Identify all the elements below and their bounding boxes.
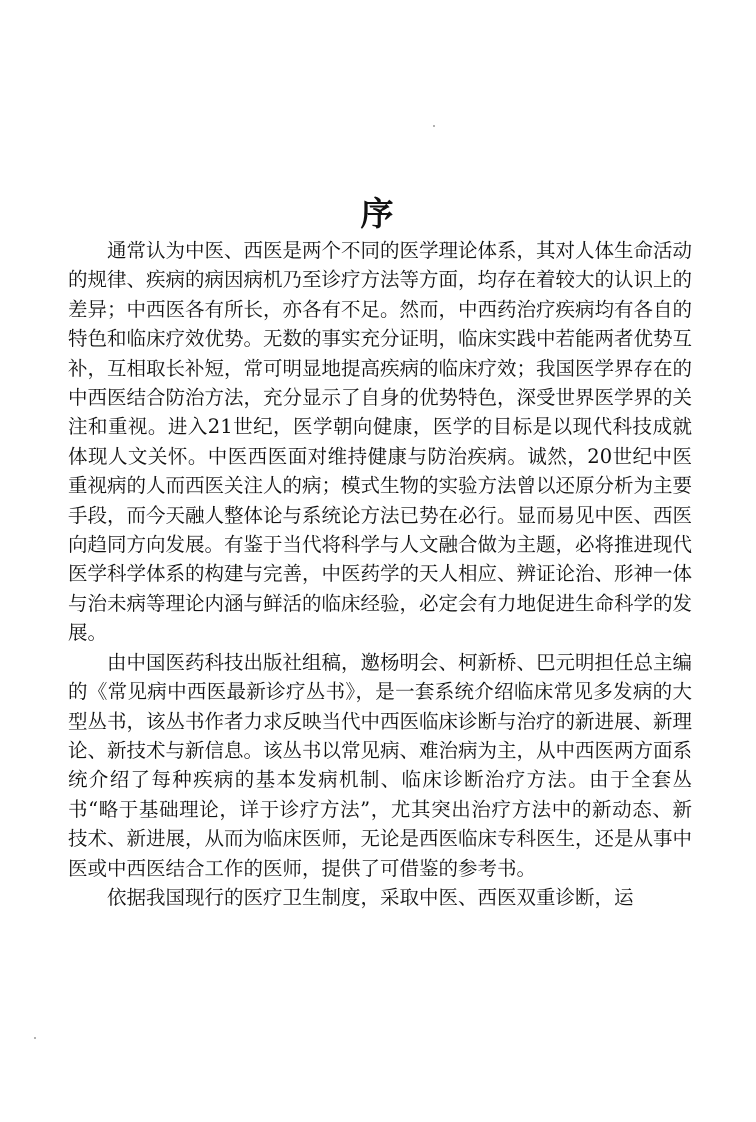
body-text	[68, 236, 692, 912]
paragraph: 依据我国现行的医疗卫生制度，采取中医、西医双重诊断，运	[107, 885, 634, 909]
paragraph: 通常认为中医、西医是两个不同的医学理论体系，其对人体生命活动的规律、疾病的病因病机乃至诊疗方法等方面，均存在着较大的认识上的差异；中西医各有所长，亦各有不足。然而，中西药治疗疾病均有各自的特色和临床疗效优势。无数的事实充分证明，临床实践中若能两者优势互补，互相取长补短，常可明显地提高疾病的临床疗效；我国医学界存在的中西医结合防治方法，充分显示了自身的优势特色，深受世界医学界的关注和重视。进入21世纪，医学朝向健康，医学的目标是以现代科技成就体现人文关怀。中医西医面对维持健康与防治疾病。诚然，20世纪中医重视病的人而西医关注人的病；模式生物的实验方法曾以还原分析为主要手段，而今天融人整体论与系统论方法已势在必行。显而易见中医、西医向趋同方向发展。有鉴于当代将科学与人文融合做为主题，必将推进现代医学科学体系的构建与完善，中医药学的天人相应、辨证论治、形神一体与治未病等理论内涵与鲜活的临床经验，必定会有力地促进生命科学的发展。	[68, 239, 693, 645]
scan-speck	[34, 1037, 36, 1039]
paragraph: 由中国医药科技出版社组稿，邀杨明会、柯新桥、巴元明担任总主编的《常见病中西医最新诊疗丛书》，是一套系统介绍临床常见多发病的大型丛书，该丛书作者力求反映当代中西医临床诊断与治疗的新进展、新理论、新技术与新信息。该丛书以常见病、难治病为主，从中西医两方面系统介绍了每种疾病的基本发病机制、临床诊断治疗方法。由于全套丛书“略于基础理论，详于诊疗方法”，尤其突出治疗方法中的新动态、新技术、新进展，从而为临床医师，无论是西医临床专科医生，还是从事中医或中西医结合工作的医师，提供了可借鉴的参考书。	[68, 650, 693, 880]
page-title: 序	[360, 194, 396, 234]
scan-speck	[433, 125, 435, 127]
